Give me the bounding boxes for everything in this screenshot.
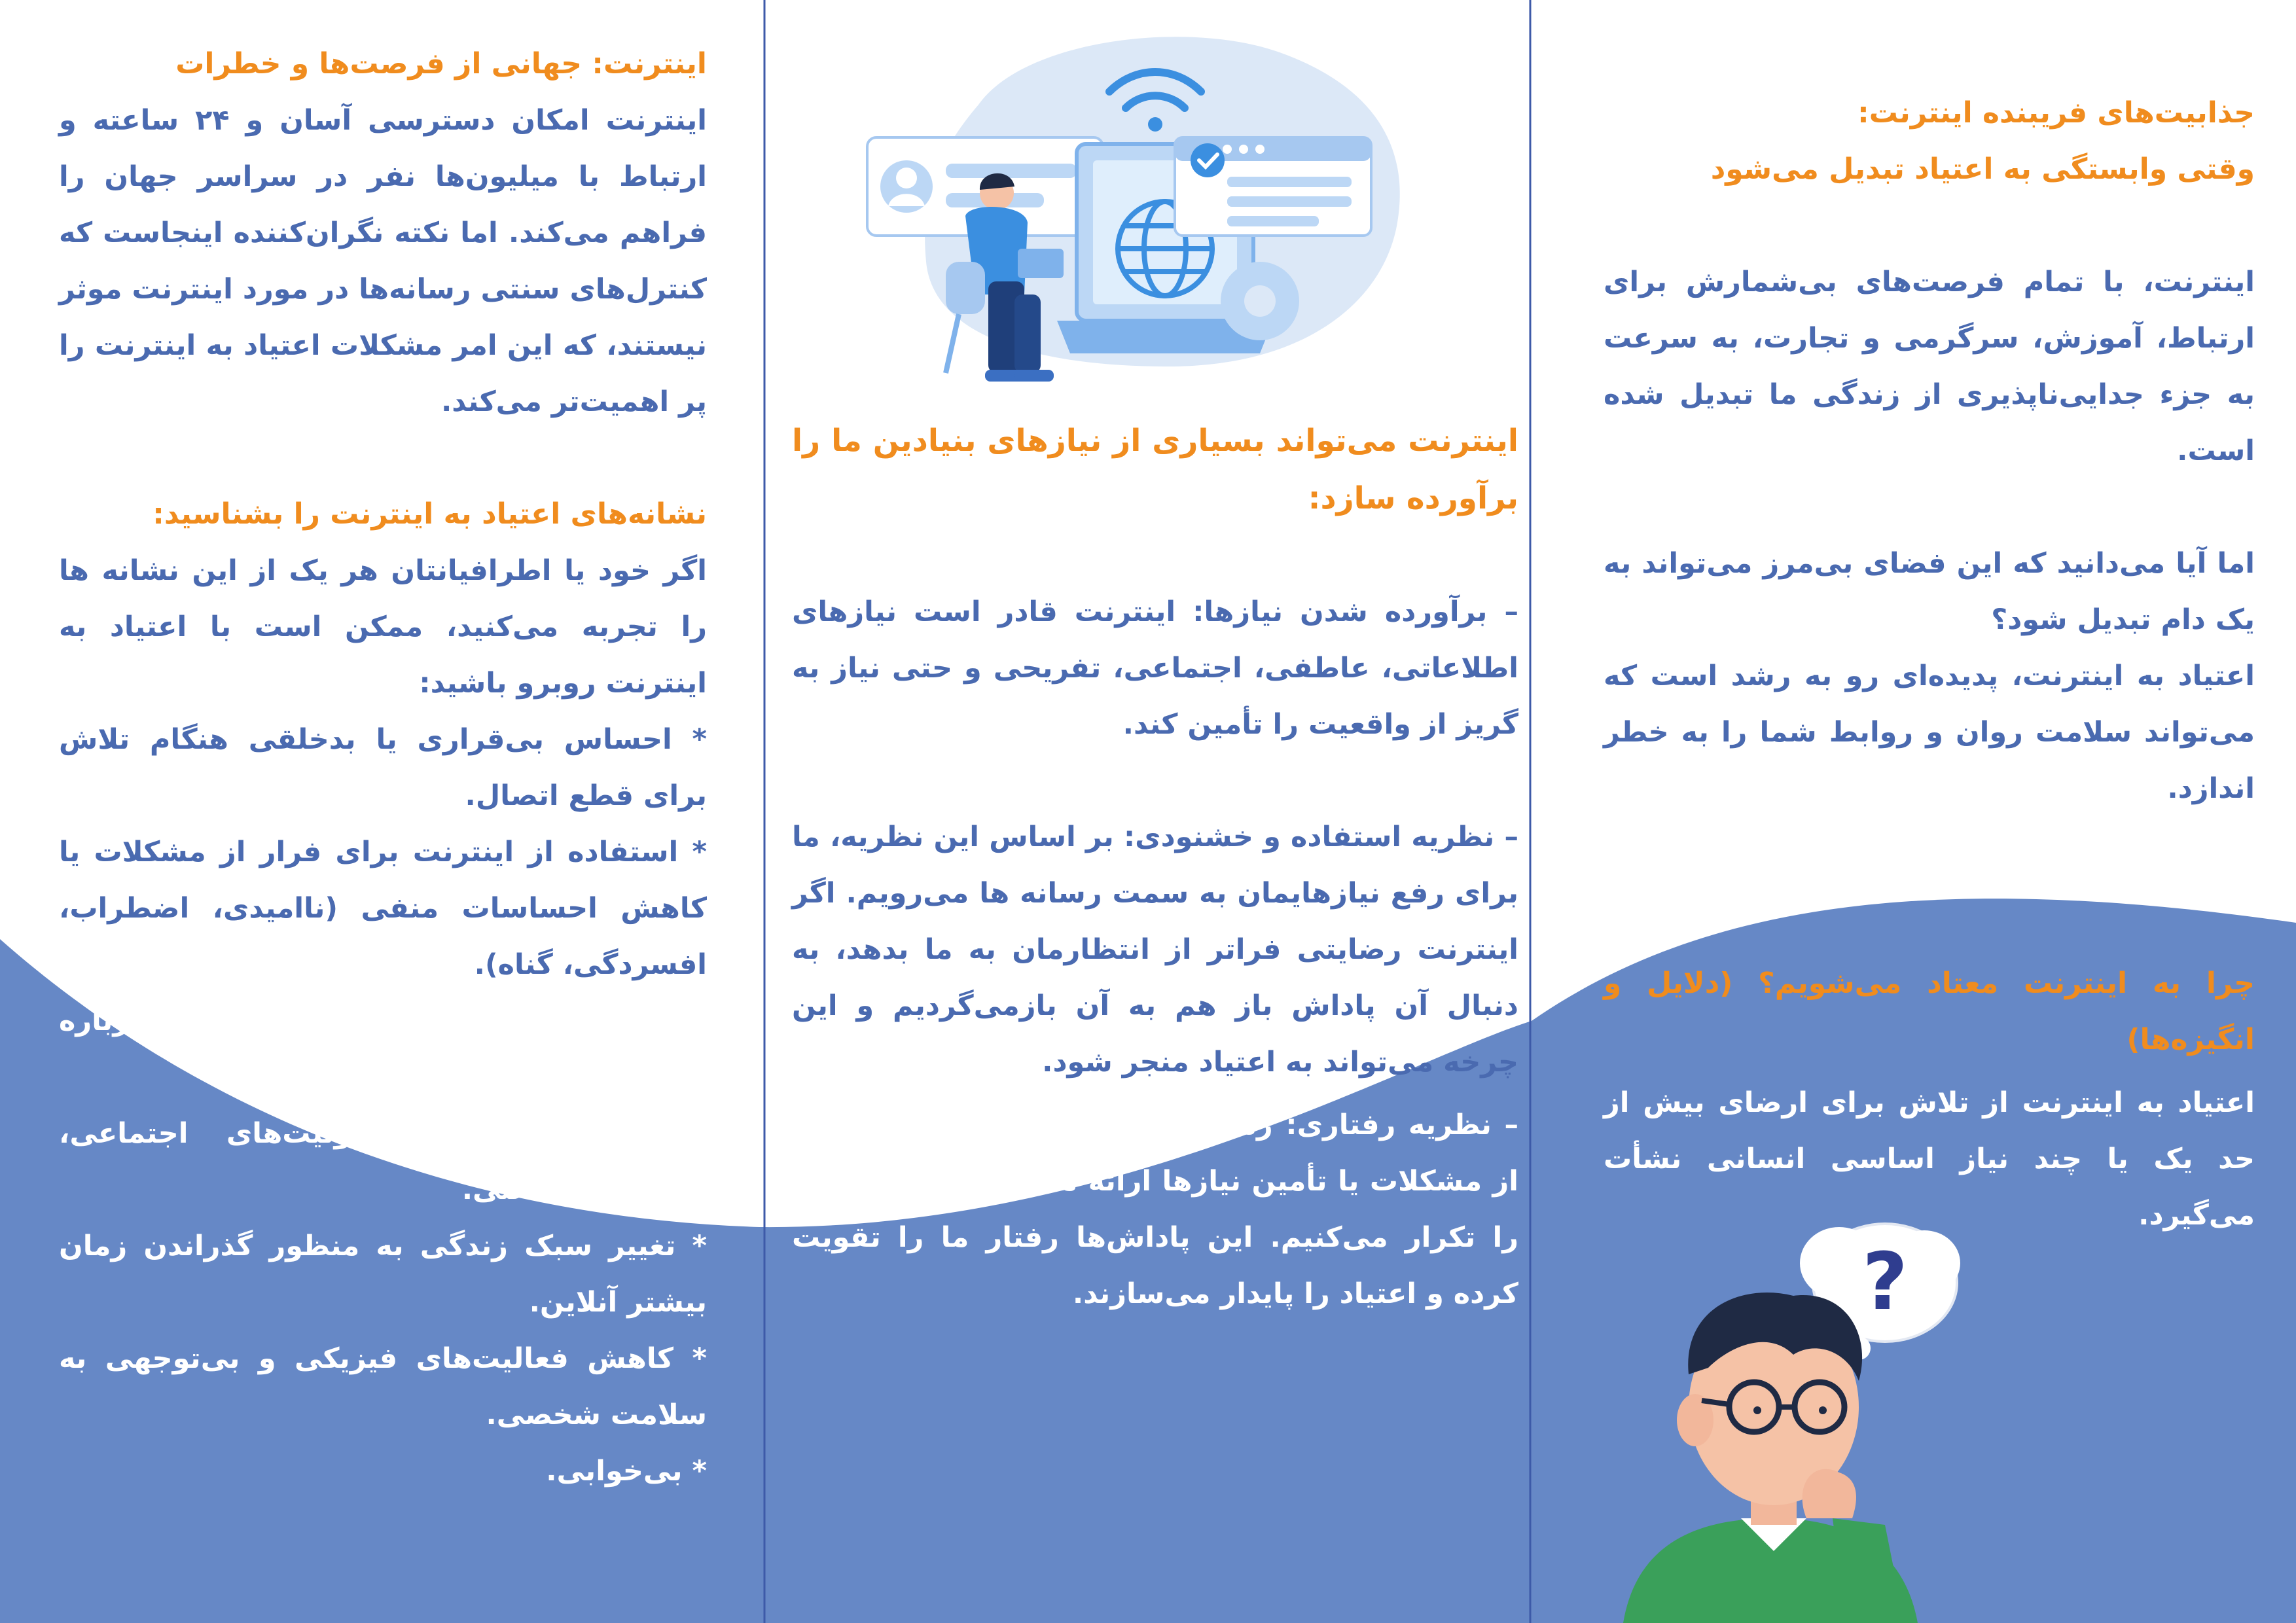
left-panel-bullet-5: * تغییر سبک زندگی به منظور گذراندن زمان بیشتر آنلاین. [59, 1230, 707, 1319]
right-panel-paragraph-3: اعتیاد به اینترنت، پدیده‌ای رو به رشد است که می‌تواند سلامت روان و روابط شما را به خطر اندازد. [1604, 660, 2255, 805]
left-panel-bullet-3: * دروغ گفتن به خانواده و دوستان درباره میزان استفاده. [59, 1005, 707, 1094]
right-panel-paragraph-2: اما آیا می‌دانید که این فضای بی‌مرز می‌تواند به یک دام تبدیل شود؟ [1604, 547, 2255, 636]
right-panel [1604, 85, 2255, 817]
right-panel-paragraph-1: اینترنت، با تمام فرصت‌های بی‌شمارش برای ارتباط، آموزش، سرگرمی و تجارت، به سرعت به جزء جدایی‌ناپذیری از زندگی ما تبدیل شده است. [1604, 266, 2255, 467]
left-panel-bullet-4: * نادیده گرفتن مسئولیت‌های اجتماعی، تحصیلی یا شغلی. [59, 1117, 707, 1206]
right-panel-heading-2: چرا به اینترنت معتاد می‌شویم؟ (دلایل و انگیزه‌ها) [1604, 967, 2255, 1056]
right-panel-paragraph-4: اعتیاد به اینترنت از تلاش برای ارضای بیش از حد یک یا چند نیاز اساسی انسانی نشأت می‌گیرد. [1604, 1086, 2255, 1232]
middle-panel-item-2: – نظریه استفاده و خشنودی: بر اساس این نظریه، ما برای رفع نیازهایمان به سمت رسانه ها می‌رویم. اگر اینترنت رضایتی فراتر از انتظارمان به ما بدهد، به دنبال آن پاداش باز هم به آن بازمی‌گردیم و این چرخه می‌تواند به اعتیاد منجر شود. [792, 821, 1518, 1079]
right-panel-lower [1604, 955, 2255, 1243]
left-panel-bullet-6: * کاهش فعالیت‌های فیزیکی و بی‌توجهی به سلامت شخصی. [59, 1342, 707, 1431]
middle-panel [792, 412, 1518, 1322]
left-panel-paragraph-1: اینترنت امکان دسترسی آسان و ۲۴ ساعته و ارتباط با میلیون‌ها نفر در سراسر جهان را فراهم می‌کند. اما نکته نگران‌کننده اینجاست که کنترل‌های سنتی رسانه‌ها در مورد اینترنت موثر نیستند، که این امر مشکلات اعتیاد به اینترنت را پر اهمیت‌تر می‌کند. [59, 104, 707, 418]
left-panel [59, 36, 707, 1499]
left-panel-heading-1: اینترنت: جهانی از فرصت‌ها و خطرات [175, 47, 707, 80]
thinking-person-icon [1597, 1211, 1964, 1623]
left-panel-bullet-1: * احساس بی‌قراری یا بدخلقی هنگام تلاش برای قطع اتصال. [59, 723, 707, 812]
left-panel-bullet-7: * بی‌خوابی. [546, 1455, 707, 1488]
middle-panel-item-1: – برآورده شدن نیازها: اینترنت قادر است نیازهای اطلاعاتی، عاطفی، اجتماعی، تفریحی و حتی نیاز به گریز از واقعیت را تأمین کند. [792, 596, 1518, 741]
middle-panel-item-3: – نظریه رفتاری: زمانی که اینترنت راهی برای فرار از مشکلات یا تأمین نیازها ارائه می‌دهد، ما این رفتار را تکرار می‌کنیم. این پاداش‌ها رفتار ما را تقویت کرده و اعتیاد را پایدار می‌سازند. [792, 1109, 1518, 1310]
middle-panel-heading: اینترنت می‌تواند بسیاری از نیازهای بنیادین ما را برآورده سازد: [792, 423, 1518, 516]
gear-icon [1221, 262, 1299, 340]
laptop-globe-wifi-icon [861, 26, 1450, 393]
left-panel-intro: اگر خود یا اطرافیانتان هر یک از این نشانه ها را تجربه می‌کنید، ممکن است با اعتیاد به اینترنت روبرو باشید: [59, 554, 707, 700]
left-panel-bullet-2: * استفاده از اینترنت برای فرار از مشکلات یا کاهش احساسات منفی (ناامیدی، اضطراب، افسردگی، گناه). [59, 836, 707, 981]
left-panel-heading-2: نشانه‌های اعتیاد به اینترنت را بشناسید: [152, 497, 707, 531]
right-panel-heading-line1: جذابیت‌های فریبنده اینترنت: [1857, 96, 2255, 130]
svg-text:?: ? [1862, 1237, 1908, 1328]
right-panel-heading-line2: وقتی وابستگی به اعتیاد تبدیل می‌شود [1710, 152, 2255, 186]
